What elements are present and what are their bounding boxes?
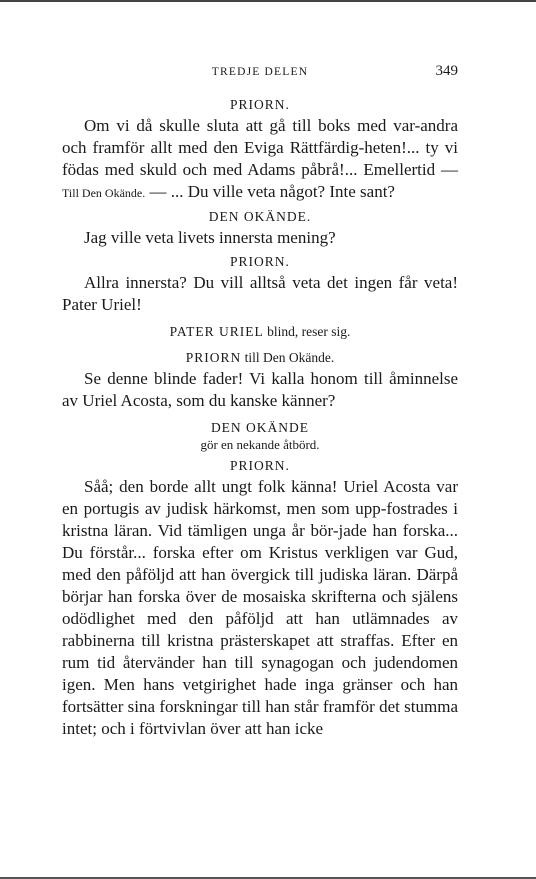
- speaker-name: PRIORN: [185, 350, 242, 365]
- top-edge-rule: [0, 0, 536, 2]
- dialogue-paragraph: Såå; den borde allt ungt folk känna! Uriel Acosta var en portugis av judisk härkomst, men som upp-fostrades i kristna läran. Vid tämligen unga år bör-jade han forska... Du förstår... forska efter om Kristus verkligen var Gud, med den påföljd att han övergick till judiska läran. Därpå börjar han forska över de mosaiska skrifterna och själens odödlighet med den påföljd att han utlämnades av rabbinerna till kristna prästerskapet att straffas. Efter en rum tid återvänder han till synagogan och judendomen igen. Men hans vetgirighet hade inga gränser och han fortsätter sina forskningar till han står framför det stumma intet; och i förtvivlan över att han icke: [62, 477, 458, 738]
- page-body: [62, 92, 458, 742]
- speaker-name: PATER URIEL: [169, 324, 264, 339]
- stage-direction: till Den Okände.: [241, 350, 335, 365]
- page-header: [62, 63, 458, 83]
- dialogue-text: Om vi då skulle sluta att gå till boks med var-andra och framför allt med den Eviga Rättfärdig-heten!... ty vi födas med skuld och med Adams påbrå!... Emellertid —: [62, 116, 458, 179]
- running-head: TREDJE DELEN: [211, 66, 309, 78]
- dialogue-paragraph: Jag ville veta livets innersta mening?: [84, 228, 336, 247]
- dialogue-paragraph: Se denne blinde fader! Vi kalla honom till åminnelse av Uriel Acosta, som du kanske känner?: [62, 369, 458, 410]
- speaker-heading: DEN OKÄNDE.: [208, 209, 312, 224]
- speaker-heading: [62, 322, 458, 342]
- dialogue-text: — ... Du ville veta något? Inte sant?: [145, 182, 395, 201]
- stage-direction: blind, reser sig.: [263, 324, 351, 339]
- stage-direction: Till Den Okände.: [62, 186, 146, 200]
- page-number: 349: [435, 63, 458, 79]
- speaker-heading: DEN OKÄNDE: [210, 420, 310, 435]
- speaker-heading: PRIORN.: [230, 458, 290, 473]
- speaker-heading: PRIORN.: [230, 97, 290, 112]
- stage-direction: gör en nekande åtbörd.: [200, 437, 320, 452]
- speaker-heading: [62, 348, 458, 368]
- dialogue-paragraph: [62, 115, 458, 204]
- speaker-heading: PRIORN.: [230, 254, 290, 269]
- dialogue-paragraph: Allra innersta? Du vill alltså veta det ingen får veta! Pater Uriel!: [62, 273, 458, 314]
